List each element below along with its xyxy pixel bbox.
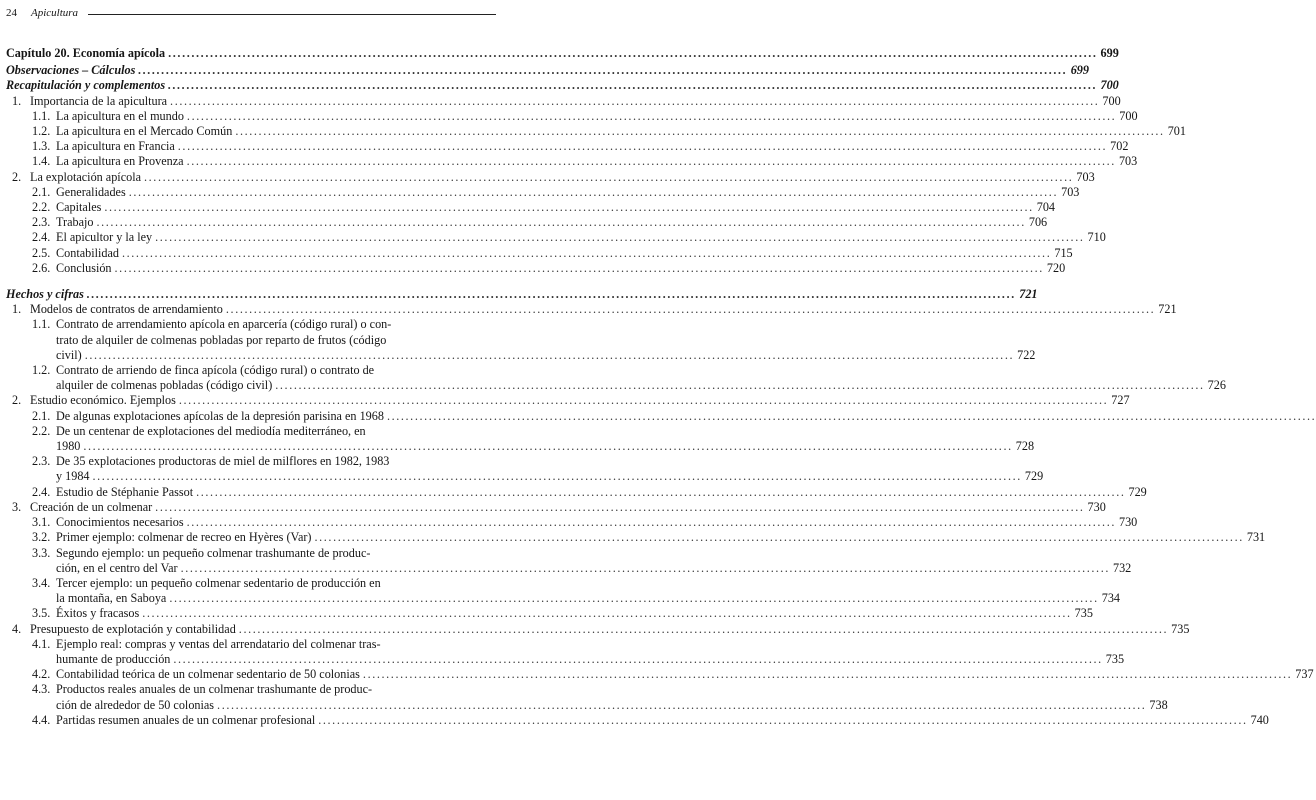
toc-entry-number: 1.1.	[32, 108, 51, 123]
page-number: 24	[6, 7, 17, 19]
dot-leader: ........................................................................................................................................................................................................	[144, 169, 1074, 184]
toc-entry-title: Recapitulación y complementos	[6, 78, 166, 93]
toc-entry	[6, 575, 1120, 606]
dot-leader: ........................................................................................................................................................................................................	[142, 606, 1072, 621]
toc-entry	[6, 363, 1226, 393]
toc-page-number: 735	[1074, 606, 1093, 621]
toc-page-number: 700	[1119, 108, 1138, 123]
toc-entry-number: 4.4.	[32, 712, 51, 727]
toc-entry	[6, 260, 1066, 276]
dot-leader: ........................................................................................................................................................................................................	[196, 484, 1126, 499]
toc-page-number: 728	[1015, 439, 1035, 454]
dot-leader: ........................................................................................................................................................................................................	[155, 499, 1085, 514]
toc-page-number: 700	[1102, 93, 1121, 108]
toc-page-number: 730	[1118, 515, 1138, 530]
toc-entry-number: 2.5.	[32, 245, 51, 260]
toc-page-number: 737	[1295, 667, 1314, 682]
dot-leader: ........................................................................................................................................................................................................	[168, 78, 1098, 93]
toc-entry-number: 1.4.	[32, 154, 51, 169]
toc-entry	[6, 499, 1106, 515]
toc-entry-number: 3.5.	[32, 606, 51, 621]
table-of-contents	[6, 46, 1316, 728]
dot-leader: ........................................................................................................................................................................................................	[168, 46, 1098, 60]
toc-entry-number: 2.2.	[32, 423, 51, 438]
toc-entry-title: Partidas resumen anuales de un colmenar profesional	[56, 712, 316, 727]
toc-entry-title: Tercer ejemplo: un pequeño colmenar sedentario de producción en	[56, 575, 381, 590]
toc-page-number: 729	[1024, 469, 1044, 484]
toc-entry	[6, 393, 1130, 408]
dot-leader: ........................................................................................................................................................................................................	[121, 245, 1052, 260]
toc-page-number: 730	[1087, 499, 1106, 514]
toc-entry-number: 3.4.	[32, 575, 51, 590]
toc-entry-number: 4.1.	[32, 636, 51, 651]
toc-page-number: 726	[1207, 378, 1226, 393]
toc-entry-title: trato de alquiler de colmenas pobladas por reparto de frutos (código	[56, 332, 387, 347]
toc-entry	[6, 124, 1186, 139]
toc-entry-title: La explotación apícola	[30, 169, 141, 184]
toc-page-number: 704	[1036, 200, 1056, 215]
toc-entry	[6, 287, 1038, 302]
toc-entry-title: la montaña, en Saboya	[56, 591, 167, 606]
toc-entry	[6, 621, 1190, 637]
dot-leader: ........................................................................................................................................................................................................	[83, 439, 1013, 454]
toc-entry-number: 1.2.	[32, 124, 51, 139]
toc-entry	[6, 200, 1056, 215]
dot-leader: ........................................................................................................................................................................................................	[96, 215, 1026, 230]
toc-entry-title: Ejemplo real: compras y ventas del arrendatario del colmenar tras-	[56, 636, 381, 651]
toc-entry-number: 4.3.	[32, 682, 51, 697]
toc-entry-title: y 1984	[56, 469, 90, 484]
toc-entry-title: De 35 explotaciones productoras de miel de milflores en 1982, 1983	[56, 454, 390, 469]
toc-entry-title: Estudio económico. Ejemplos	[30, 393, 176, 408]
toc-entry-title: La apicultura en Francia	[56, 139, 175, 154]
toc-entry	[6, 184, 1080, 200]
dot-leader: ........................................................................................................................................................................................................	[318, 712, 1248, 727]
toc-page-number: 703	[1118, 154, 1138, 169]
dot-leader: ........................................................................................................................................................................................................	[186, 515, 1116, 530]
toc-entry-title: Contrato de arriendo de finca apícola (código rural) o contrato de	[56, 363, 375, 378]
toc-entry-number: 2.3.	[32, 454, 51, 469]
toc-entry-number: 1.	[12, 93, 22, 108]
toc-entry	[6, 423, 1035, 454]
toc-entry	[6, 154, 1138, 169]
toc-entry-number: 2.	[12, 393, 22, 408]
toc-entry-title: La apicultura en el mundo	[56, 108, 184, 123]
dot-leader: ........................................................................................................................................................................................................	[180, 560, 1110, 575]
dot-leader: ........................................................................................................................................................................................................	[92, 469, 1022, 484]
toc-entry-title: Estudio de Stéphanie Passot	[56, 484, 194, 499]
toc-entry	[6, 515, 1138, 530]
dot-leader: ........................................................................................................................................................................................................	[178, 393, 1109, 408]
header-rule	[88, 14, 496, 15]
toc-page-number: 710	[1087, 230, 1106, 245]
dot-leader: ........................................................................................................................................................................................................	[362, 667, 1293, 682]
toc-entry-title: humante de producción	[56, 651, 171, 666]
toc-page-number: 722	[1017, 347, 1036, 362]
dot-leader: ........................................................................................................................................................................................................	[177, 139, 1108, 154]
toc-page-number: 699	[1070, 63, 1089, 78]
dot-leader: ........................................................................................................................................................................................................	[238, 621, 1169, 636]
toc-page-number: 735	[1105, 651, 1125, 666]
toc-entry-title: Segundo ejemplo: un pequeño colmenar trashumante de produc-	[56, 545, 371, 560]
toc-entry-number: 2.6.	[32, 260, 51, 275]
toc-entry-title: 1980	[56, 439, 81, 454]
toc-entry-title: ción, en el centro del Var	[56, 560, 178, 575]
toc-page-number: 720	[1046, 260, 1066, 275]
dot-leader: ........................................................................................................................................................................................................	[235, 124, 1165, 139]
dot-leader: ........................................................................................................................................................................................................	[86, 287, 1017, 302]
running-title: Apicultura	[31, 7, 79, 19]
toc-entry-number: 2.3.	[32, 215, 51, 230]
dot-leader: ........................................................................................................................................................................................................	[217, 697, 1147, 712]
toc-page-number: 732	[1112, 560, 1132, 575]
toc-page-number: 702	[1110, 139, 1129, 154]
toc-entry-number: 3.1.	[32, 515, 51, 530]
toc-entry-title: La apicultura en Provenza	[56, 154, 184, 169]
toc-entry-title: Observaciones – Cálculos	[6, 63, 136, 78]
dot-leader: ........................................................................................................................................................................................................	[386, 408, 1316, 423]
toc-entry-number: 3.2.	[32, 530, 51, 545]
toc-entry-number: 1.3.	[32, 139, 51, 154]
toc-page-number: 735	[1171, 621, 1190, 636]
toc-entry-number: 3.3.	[32, 545, 51, 560]
toc-entry	[6, 682, 1168, 712]
toc-entry-number: 1.2.	[32, 363, 51, 378]
toc-entry-title: La apicultura en el Mercado Común	[56, 124, 233, 139]
toc-entry-number: 2.1.	[32, 184, 51, 199]
toc-entry-title: Generalidades	[56, 184, 126, 199]
toc-entry-title: Capítulo 20. Economía apícola	[6, 46, 166, 60]
toc-entry-title: Capitales	[56, 200, 102, 215]
toc-entry-number: 2.4.	[32, 230, 51, 245]
toc-page-number: 703	[1076, 169, 1095, 184]
toc-page-number: 721	[1019, 287, 1038, 302]
dot-leader: ........................................................................................................................................................................................................	[114, 260, 1044, 275]
toc-entry-title: Conocimientos necesarios	[56, 515, 184, 530]
dot-leader: ........................................................................................................................................................................................................	[173, 651, 1103, 666]
toc-entry-title: civil)	[56, 347, 82, 362]
toc-entry-title: ción de alrededor de 50 colonias	[56, 697, 215, 712]
toc-entry	[6, 454, 1044, 484]
toc-entry	[6, 215, 1048, 230]
dot-leader: ........................................................................................................................................................................................................	[186, 108, 1117, 123]
toc-entry	[6, 408, 1316, 424]
toc-page-number: 738	[1149, 697, 1168, 712]
toc-page-number: 699	[1100, 46, 1119, 60]
toc-page-number: 701	[1167, 124, 1186, 139]
toc-entry-number: 2.1.	[32, 408, 51, 423]
toc-entry-title: Hechos y cifras	[6, 287, 84, 302]
toc-entry-title: Contabilidad	[56, 245, 119, 260]
toc-entry-title: Creación de un colmenar	[30, 499, 153, 514]
toc-entry	[6, 530, 1266, 545]
page-header	[6, 6, 496, 20]
toc-entry-number: 3.	[12, 499, 22, 514]
dot-leader: ........................................................................................................................................................................................................	[138, 63, 1068, 78]
toc-entry	[6, 712, 1269, 728]
toc-page-number: 706	[1028, 215, 1048, 230]
toc-entry	[6, 63, 1089, 78]
toc-entry	[6, 317, 1036, 363]
toc-entry	[6, 484, 1147, 500]
toc-entry	[6, 230, 1106, 245]
toc-entry-number: 2.4.	[32, 484, 51, 499]
toc-entry-title: alquiler de colmenas pobladas (código civil)	[56, 378, 273, 393]
toc-entry-title: De algunas explotaciones apícolas de la depresión parisina en 1968	[56, 408, 384, 423]
dot-leader: ........................................................................................................................................................................................................	[169, 591, 1099, 606]
dot-leader: ........................................................................................................................................................................................................	[225, 302, 1156, 317]
toc-entry-title: Modelos de contratos de arrendamiento	[30, 302, 223, 317]
toc-entry	[6, 108, 1138, 124]
toc-entry-title: Presupuesto de explotación y contabilidad	[30, 621, 236, 636]
toc-entry	[6, 169, 1095, 185]
toc-entry-number: 1.	[12, 302, 22, 317]
toc-entry	[6, 93, 1121, 109]
toc-entry-number: 2.2.	[32, 200, 51, 215]
toc-entry-title: Primer ejemplo: colmenar de recreo en Hyères (Var)	[56, 530, 312, 545]
toc-entry-title: Conclusión	[56, 260, 112, 275]
toc-page-number: 740	[1250, 712, 1269, 727]
toc-page-number: 715	[1054, 245, 1073, 260]
toc-entry	[6, 606, 1093, 621]
toc-entry-title: El apicultor y la ley	[56, 230, 153, 245]
toc-page-number: 703	[1061, 184, 1080, 199]
toc-entry-number: 1.1.	[32, 317, 51, 332]
toc-entry	[6, 667, 1314, 682]
toc-page-number: 729	[1128, 484, 1147, 499]
toc-page-number: 727	[1111, 393, 1130, 408]
toc-entry-title: Trabajo	[56, 215, 94, 230]
toc-page-number: 731	[1246, 530, 1266, 545]
toc-page-number: 700	[1100, 78, 1119, 93]
toc-entry-title: Contrato de arrendamiento apícola en aparcería (código rural) o con-	[56, 317, 392, 332]
dot-leader: ........................................................................................................................................................................................................	[314, 530, 1244, 545]
dot-leader: ........................................................................................................................................................................................................	[104, 200, 1034, 215]
toc-page-number: 734	[1101, 591, 1120, 606]
dot-leader: ........................................................................................................................................................................................................	[128, 184, 1059, 199]
toc-entry	[6, 78, 1119, 93]
dot-leader: ........................................................................................................................................................................................................	[275, 378, 1205, 393]
toc-entry-number: 2.	[12, 169, 22, 184]
toc-entry-title: Productos reales anuales de un colmenar trashumante de produc-	[56, 682, 373, 697]
toc-entry	[6, 302, 1177, 317]
toc-entry-number: 4.	[12, 621, 22, 636]
toc-entry-title: Contabilidad teórica de un colmenar sedentario de 50 colonias	[56, 667, 360, 682]
toc-entry-number: 4.2.	[32, 667, 51, 682]
toc-entry-title: Éxitos y fracasos	[56, 606, 140, 621]
dot-leader: ........................................................................................................................................................................................................	[186, 154, 1116, 169]
toc-entry-title: Importancia de la apicultura	[30, 93, 168, 108]
toc-entry	[6, 245, 1073, 261]
toc-entry-title: De un centenar de explotaciones del mediodía mediterráneo, en	[56, 423, 366, 438]
toc-entry	[6, 46, 1119, 61]
dot-leader: ........................................................................................................................................................................................................	[84, 347, 1015, 362]
dot-leader: ........................................................................................................................................................................................................	[155, 230, 1085, 245]
toc-entry	[6, 545, 1132, 576]
toc-page-number: 721	[1158, 302, 1177, 317]
dot-leader: ........................................................................................................................................................................................................	[170, 93, 1100, 108]
toc-entry	[6, 636, 1125, 667]
toc-entry	[6, 139, 1129, 154]
